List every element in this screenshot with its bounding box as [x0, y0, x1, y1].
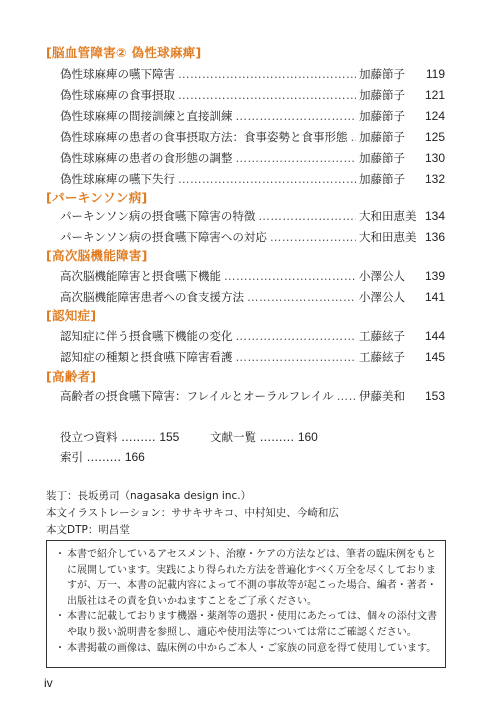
section-heading: [高次脳機能障害]	[46, 248, 148, 263]
index-entry[interactable]	[60, 449, 145, 465]
entry-title: 偽性球麻痺の患者の食形態の調整	[60, 151, 233, 165]
entry-page: 144	[424, 329, 445, 343]
entry-title: 高次脳機能障害患者への食支援方法	[60, 290, 244, 304]
toc-entry[interactable]	[60, 66, 445, 82]
entry-author: 加藤節子	[359, 88, 405, 102]
toc-entry[interactable]	[60, 289, 445, 305]
entry-title: 認知症の種類と摂食嚥下障害看護	[60, 350, 233, 364]
leader-dots: ………	[259, 430, 295, 444]
toc-entry[interactable]	[60, 268, 445, 284]
references-label: 文献一覧	[210, 430, 256, 444]
page-number: iv	[44, 676, 53, 690]
toc-entry[interactable]	[60, 229, 445, 245]
entry-title: 高次脳機能障害と摂食嚥下機能	[60, 269, 221, 283]
entry-title: 偽性球麻痺の食事摂取	[60, 88, 175, 102]
entry-author: 加藤節子	[359, 172, 405, 186]
leader-dots	[236, 350, 357, 364]
section-heading: [認知症]	[46, 308, 97, 323]
entry-page: 121	[424, 88, 445, 102]
entry-author: 加藤節子	[359, 67, 405, 81]
toc-entry[interactable]	[60, 108, 445, 124]
leader-dots	[236, 109, 357, 123]
entry-title: 高齢者の摂食嚥下障害：フレイルとオーラルフレイル	[60, 389, 334, 403]
entry-author: 大和田恵美	[359, 209, 417, 223]
disclaimer-box	[46, 540, 446, 668]
entry-title: 偽性球麻痺の嚥下障害	[60, 67, 175, 81]
toc-entry[interactable]	[60, 349, 445, 365]
index-label: 索引	[60, 450, 83, 464]
entry-page: 153	[424, 389, 445, 403]
entry-author: 伊藤美和	[359, 389, 405, 403]
entry-page: 139	[424, 269, 445, 283]
section-heading: [パーキンソン病]	[46, 190, 148, 205]
leader-dots	[337, 389, 356, 403]
references-page: 160	[297, 430, 318, 444]
entry-author: 工藤絃子	[359, 350, 405, 364]
entry-page: 119	[425, 67, 445, 81]
entry-author: 加藤節子	[359, 130, 405, 144]
toc-entry[interactable]	[60, 150, 445, 166]
entry-author: 小澤公人	[359, 290, 405, 304]
leader-dots	[270, 230, 356, 244]
leader-dots	[351, 130, 357, 144]
leader-dots	[236, 329, 357, 343]
credit-cover-design: 装丁：長坂勇司（nagasaka design inc.）	[46, 490, 252, 502]
entry-page: 141	[424, 290, 445, 304]
leader-dots	[224, 269, 356, 283]
disclaimer-note: ・ 本書に記載しております機器・薬剤等の選択・使用にあたっては、個々の添付文書や取り扱い説明書を参照し、適応や使用法等については常にご確認ください。	[57, 609, 437, 640]
leader-dots	[236, 151, 357, 165]
leader-dots	[258, 209, 356, 223]
resources-label: 役立つ資料	[60, 430, 118, 444]
index-page: 166	[124, 450, 145, 464]
entry-page: 124	[424, 109, 445, 123]
entry-author: 工藤絃子	[359, 329, 405, 343]
section-heading: [脳血管障害② 偽性球麻痺]	[46, 45, 202, 60]
entry-title: 偽性球麻痺の間接訓練と直接訓練	[60, 109, 233, 123]
toc-entry[interactable]	[60, 171, 445, 187]
entry-author: 加藤節子	[359, 109, 405, 123]
section-heading: [高齢者]	[46, 369, 97, 384]
resources-entry[interactable]	[60, 429, 179, 445]
leader-dots	[178, 88, 356, 102]
entry-page: 134	[424, 209, 445, 223]
resources-page: 155	[159, 430, 180, 444]
credit-illustration: 本文イラストレーション：ササキサキコ、中村知史、今崎和広	[46, 507, 339, 519]
leader-dots	[247, 290, 356, 304]
disclaimer-note: ・ 本書で紹介しているアセスメント、治療・ケアの方法などは、筆者の臨床例をもとに展開しています。実践により得られた方法を普遍化すべく万全を尽くしておりますが、万一、本書の記載内容によって不測の事故等が起こった場合、編者・著者・出版社はその責を負いかねますことをご了承ください。	[57, 547, 437, 609]
entry-title: 認知症に伴う摂食嚥下機能の変化	[60, 329, 233, 343]
disclaimer-note: ・ 本書掲載の画像は、臨床例の中からご本人・ご家族の同意を得て使用しています。	[57, 641, 437, 657]
leader-dots: ………	[86, 450, 122, 464]
entry-page: 145	[424, 350, 445, 364]
toc-entry[interactable]	[60, 129, 445, 145]
entry-page: 130	[424, 151, 445, 165]
leader-dots	[178, 172, 356, 186]
entry-page: 125	[424, 130, 445, 144]
entry-title: 偽性球麻痺の患者の食事摂取方法：食事姿勢と食事形態	[60, 130, 348, 144]
entry-author: 小澤公人	[359, 269, 405, 283]
toc-entry[interactable]	[60, 328, 445, 344]
entry-page: 136	[424, 230, 445, 244]
credit-dtp: 本文DTP：明昌堂	[46, 524, 130, 536]
references-entry[interactable]	[210, 429, 318, 445]
toc-entry[interactable]	[60, 87, 445, 103]
leader-dots	[178, 67, 356, 81]
entry-author: 加藤節子	[359, 151, 405, 165]
entry-title: 偽性球麻痺の嚥下失行	[60, 172, 175, 186]
entry-title: パーキンソン病の摂食嚥下障害の特徴	[60, 209, 256, 223]
toc-entry[interactable]	[60, 388, 445, 404]
leader-dots: ………	[121, 430, 156, 444]
entry-author: 大和田恵美	[359, 230, 417, 244]
entry-page: 132	[424, 172, 445, 186]
toc-entry[interactable]	[60, 208, 445, 224]
entry-title: パーキンソン病の摂食嚥下障害への対応	[60, 230, 267, 244]
